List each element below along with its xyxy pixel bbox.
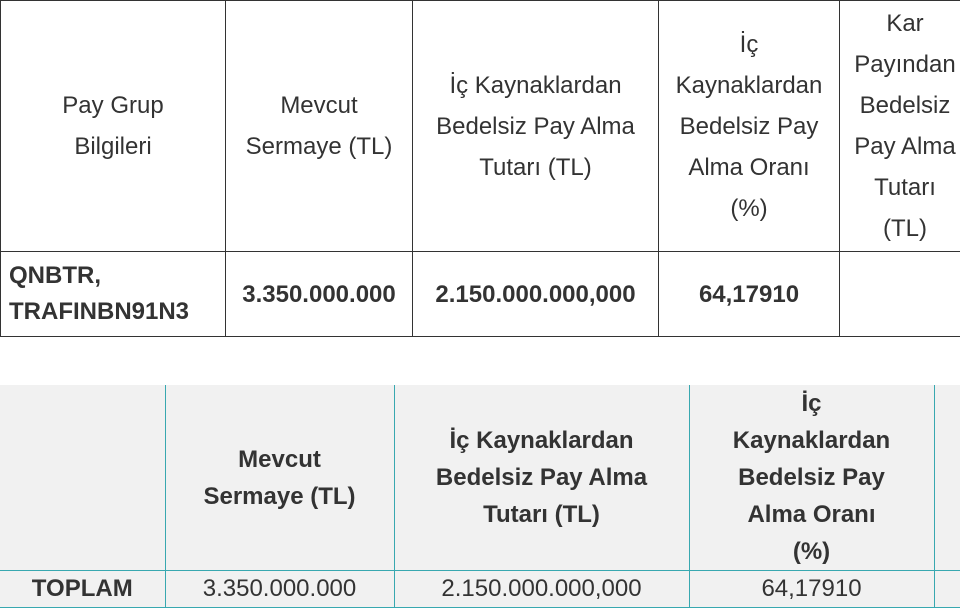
header-ic-kaynak-tutar: İç Kaynaklardan Bedelsiz Pay Alma Tutarı (TL) [394,385,689,571]
cell-empty-next [934,571,960,608]
header-ic-kaynak-oran: İç Kaynaklardan Bedelsiz Pay Alma Oranı (%) [659,1,840,252]
cell-ic-kaynak-oran: 64,17910 [659,252,840,337]
header-mevcut-sermaye: Mevcut Sermaye (TL) [165,385,394,571]
toplam-table [0,385,960,608]
cell-kar-payindan-tutar [840,252,960,337]
cell-mevcut-sermaye: 3.350.000.000 [165,571,394,608]
table-header-row [0,385,960,571]
header-pay-grup: Pay Grup Bilgileri [1,1,226,252]
cell-pay-grup-code: QNBTR, TRAFINBN91N3 [1,252,226,337]
header-empty-next [934,385,960,571]
header-kar-payindan-tutar: Kar Payından Bedelsiz Pay Alma Tutarı (TL) [840,1,960,252]
cell-ic-kaynak-tutar: 2.150.000.000,000 [413,252,659,337]
table-row-toplam [0,571,960,608]
header-empty [0,385,165,571]
cell-ic-kaynak-tutar: 2.150.000.000,000 [394,571,689,608]
header-mevcut-sermaye: Mevcut Sermaye (TL) [226,1,413,252]
table-header-row [1,1,960,252]
cell-ic-kaynak-oran: 64,17910 [689,571,934,608]
cell-mevcut-sermaye: 3.350.000.000 [226,252,413,337]
cell-toplam-label: TOPLAM [0,571,165,608]
header-ic-kaynak-oran: İç Kaynaklardan Bedelsiz Pay Alma Oranı (%) [689,385,934,571]
table-row [1,252,960,337]
header-ic-kaynak-tutar: İç Kaynaklardan Bedelsiz Pay Alma Tutarı (TL) [413,1,659,252]
